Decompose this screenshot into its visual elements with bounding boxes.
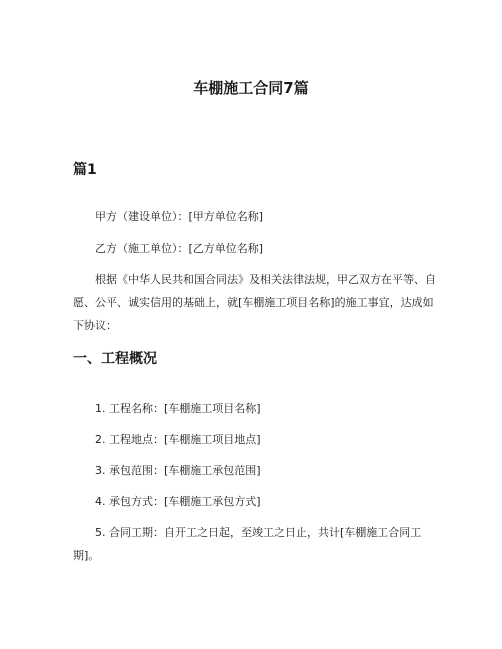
party-b-line: 乙方（施工单位）：[乙方单位名称] <box>95 242 264 255</box>
preamble-paragraph: 根据《中华人民共和国合同法》及相关法律法规，甲乙双方在平等、自愿、公平、诚实信用的基础上，就[车棚施工项目名称]的施工事宜，达成如下协议： <box>73 273 436 332</box>
list-item: 3. 承包范围：[车棚施工承包范围] <box>95 464 261 477</box>
document-title: 车棚施工合同7篇 <box>193 79 309 97</box>
list-item: 5. 合同工期：自开工之日起，至竣工之日止，共计[车棚施工合同工期]。 <box>73 526 422 562</box>
list-item: 1. 工程名称：[车棚施工项目名称] <box>95 402 261 415</box>
list-item: 2. 工程地点：[车棚施工项目地点] <box>95 433 261 446</box>
list-item: 4. 承包方式：[车棚施工承包方式] <box>95 495 261 508</box>
part-heading: 篇1 <box>73 162 97 178</box>
party-a-line: 甲方（建设单位）：[甲方单位名称] <box>95 210 264 223</box>
section-heading-overview: 一、工程概况 <box>73 351 157 367</box>
